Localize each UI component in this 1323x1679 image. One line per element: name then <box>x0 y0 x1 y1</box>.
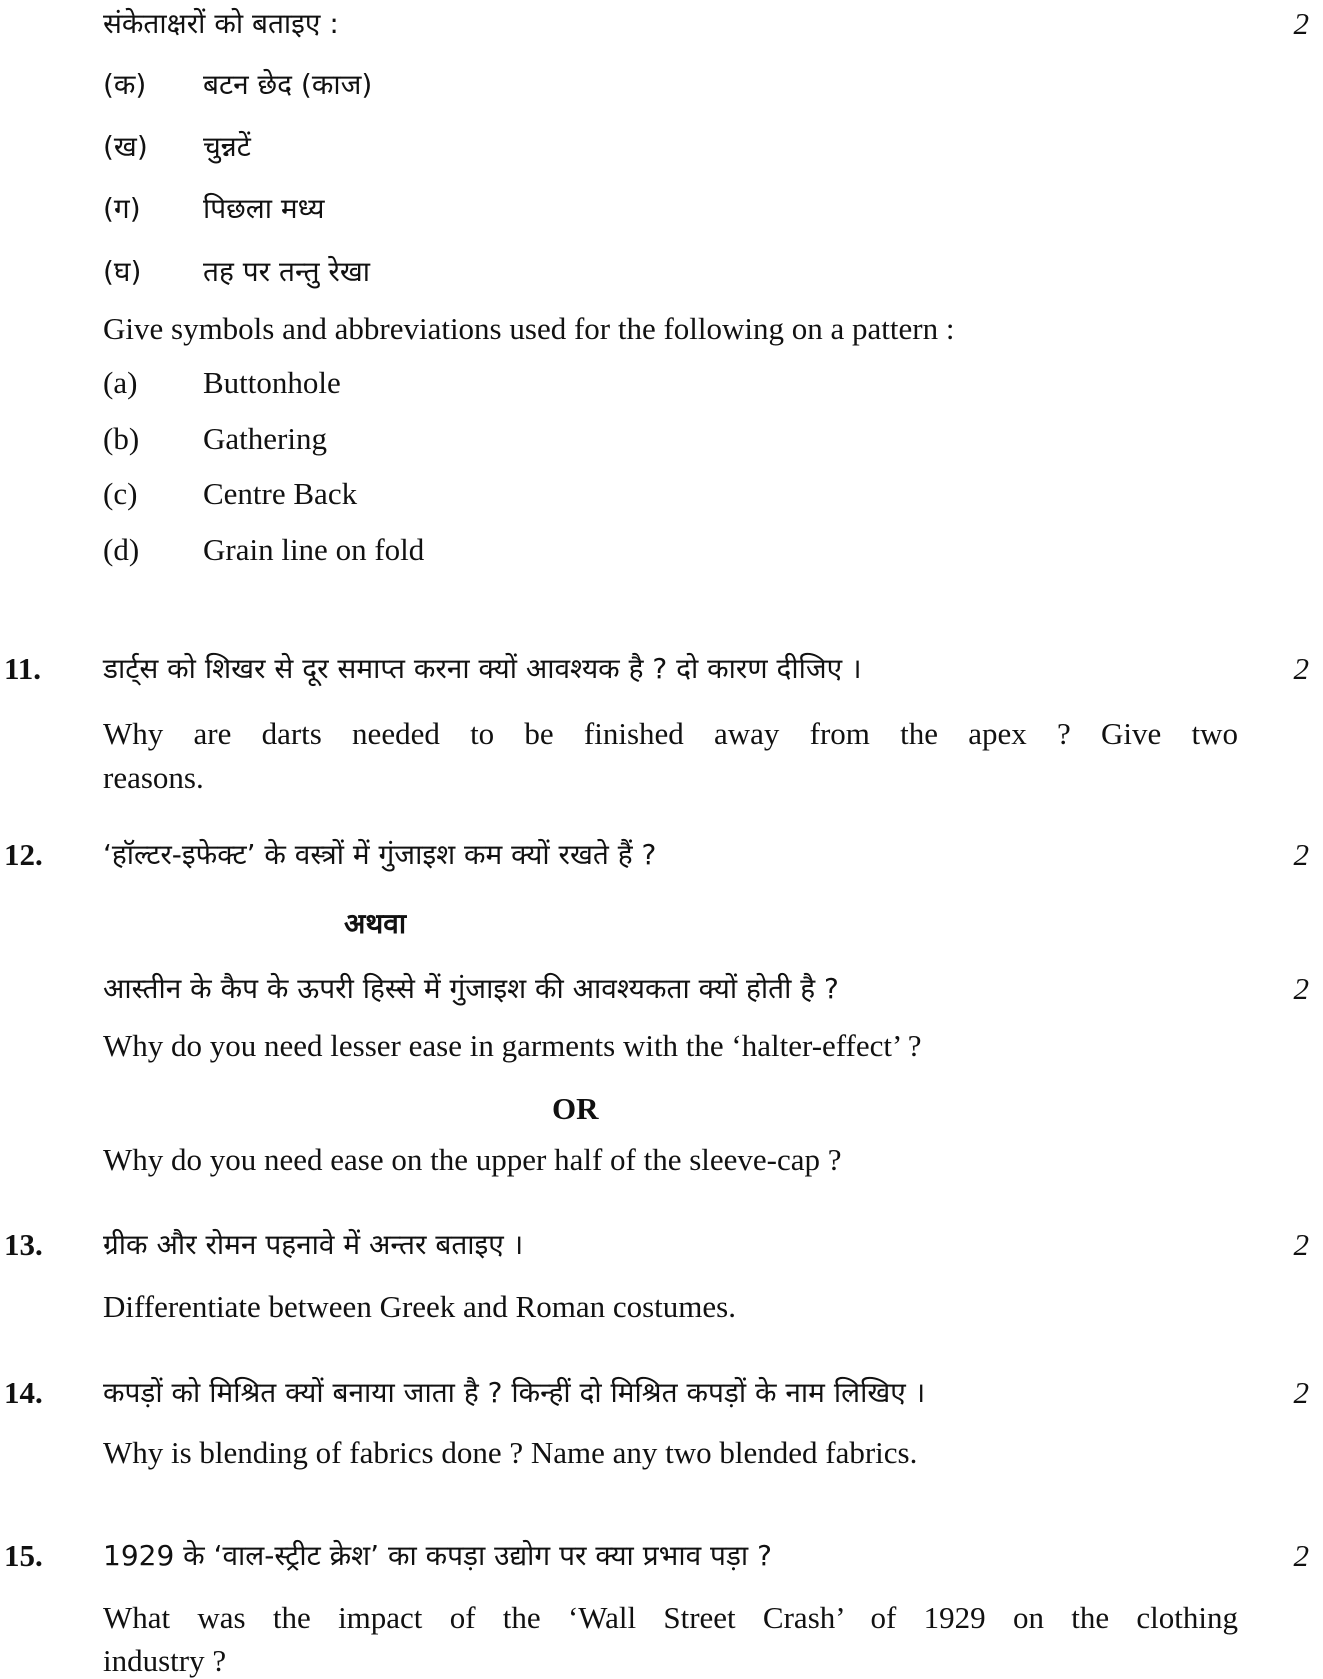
q10-english-item-4: Grain line on fold <box>203 532 425 567</box>
q14-english: Why is blending of fabrics done ? Name any two blended fabrics. <box>103 1435 918 1470</box>
q10-hindi-prompt: संकेताक्षरों को बताइए : <box>103 7 339 40</box>
q14-hindi: कपड़ों को मिश्रित क्यों बनाया जाता है ? किन्हीं दो मिश्रित कपड़ों के नाम लिखिए । <box>103 1376 926 1409</box>
q10-english-label-3: (c) <box>103 476 138 511</box>
q10-hindi-label-1: (क) <box>103 68 147 101</box>
q11-number: 11. <box>4 651 42 686</box>
q14-marks: 2 <box>1293 1375 1309 1410</box>
q13-marks: 2 <box>1293 1227 1309 1262</box>
q10-english-prompt: Give symbols and abbreviations used for the following on a pattern : <box>103 311 955 346</box>
q12-marks: 2 <box>1293 837 1309 872</box>
q11-english-line2: reasons. <box>103 760 204 795</box>
q10-english-label-2: (b) <box>103 421 140 456</box>
q12-english-alt: Why do you need ease on the upper half of the sleeve-cap ? <box>103 1142 842 1177</box>
q13-hindi: ग्रीक और रोमन पहनावे में अन्तर बताइए । <box>103 1228 524 1261</box>
q15-number: 15. <box>4 1538 43 1573</box>
q15-marks: 2 <box>1293 1538 1309 1573</box>
q10-hindi-label-2: (ख) <box>103 130 148 163</box>
q10-english-item-3: Centre Back <box>203 476 358 511</box>
q10-english-item-2: Gathering <box>203 421 327 456</box>
q10-hindi-label-3: (ग) <box>103 192 141 225</box>
q10-hindi-label-4: (घ) <box>103 255 142 288</box>
q12-english: Why do you need lesser ease in garments with the ‘halter-effect’ ? <box>103 1028 922 1063</box>
q11-hindi: डार्ट्स को शिखर से दूर समाप्त करना क्यों आवश्यक है ? दो कारण दीजिए । <box>103 652 862 685</box>
q10-hindi-item-1: बटन छेद (काज) <box>203 68 373 101</box>
q12-number: 12. <box>4 837 43 872</box>
q13-english: Differentiate between Greek and Roman costumes. <box>103 1289 736 1324</box>
q12-marks-alt: 2 <box>1293 971 1309 1006</box>
q10-hindi-item-2: चुन्नटें <box>203 130 251 163</box>
q15-hindi: 1929 के ‘वाल-स्ट्रीट क्रेश’ का कपड़ा उद्योग पर क्या प्रभाव पड़ा ? <box>103 1539 772 1572</box>
q15-english-line1: What was the impact of the ‘Wall Street Crash’ of 1929 on the clothing <box>103 1600 1238 1635</box>
q11-marks: 2 <box>1293 651 1309 686</box>
q10-english-item-1: Buttonhole <box>203 365 341 400</box>
q12-or-english: OR <box>552 1091 599 1126</box>
q10-marks: 2 <box>1293 6 1309 41</box>
q12-hindi-alt: आस्तीन के कैप के ऊपरी हिस्से में गुंजाइश की आवश्यकता क्यों होती है ? <box>103 972 839 1005</box>
q10-hindi-item-4: तह पर तन्तु रेखा <box>203 255 371 288</box>
q12-hindi: ‘हॉल्टर-इफेक्ट’ के वस्त्रों में गुंजाइश कम क्यों रखते हैं ? <box>103 838 657 871</box>
q10-english-label-4: (d) <box>103 532 140 567</box>
q11-english-line1: Why are darts needed to be finished away from the apex ? Give two <box>103 716 1238 751</box>
q15-english-line2: industry ? <box>103 1643 227 1678</box>
q10-english-label-1: (a) <box>103 365 138 400</box>
q10-hindi-item-3: पिछला मध्य <box>203 192 325 225</box>
q12-or-hindi: अथवा <box>344 907 407 940</box>
q14-number: 14. <box>4 1375 43 1410</box>
q13-number: 13. <box>4 1227 43 1262</box>
